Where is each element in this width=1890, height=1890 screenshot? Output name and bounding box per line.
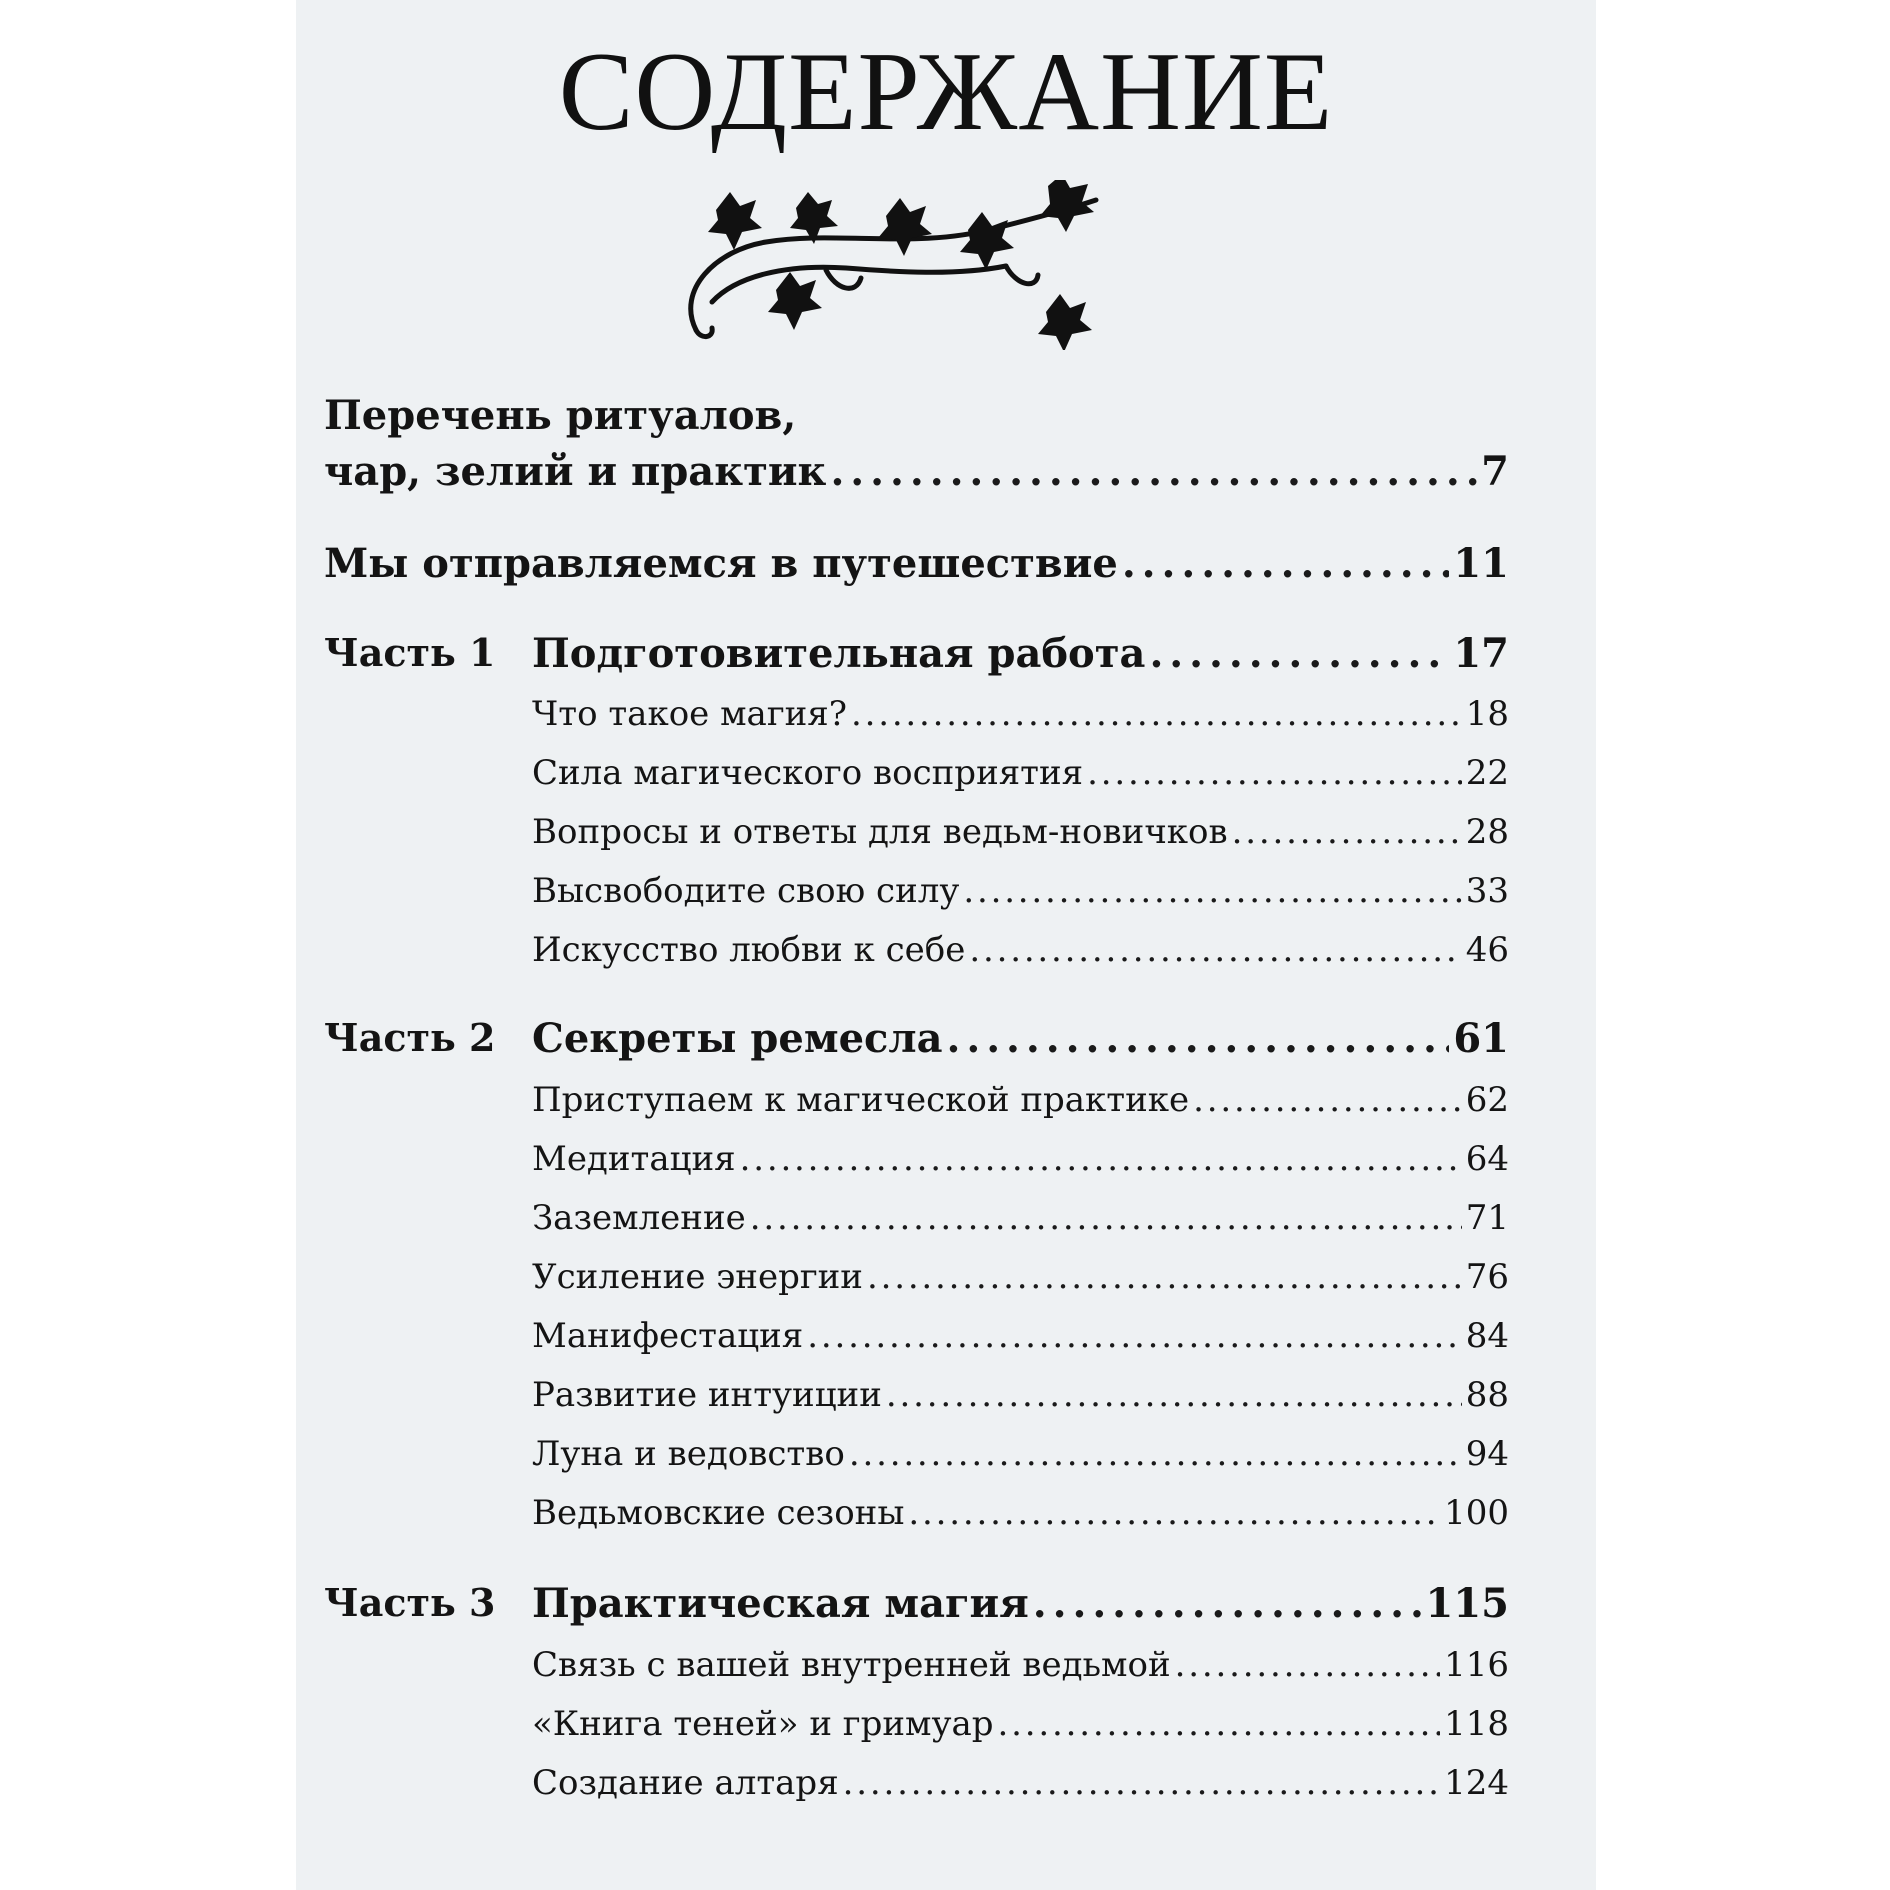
- toc-item[interactable]: [532, 1434, 1509, 1474]
- toc-item-title: Манифестация: [532, 1316, 804, 1356]
- toc-item[interactable]: [532, 1139, 1509, 1179]
- toc-item-title: Усиление энергии: [532, 1257, 863, 1297]
- toc-item-title: Связь с вашей внутренней ведьмой: [532, 1645, 1171, 1685]
- dot-leader: [1149, 630, 1449, 677]
- toc-item-title: Вопросы и ответы для ведьм-новичков: [532, 812, 1228, 852]
- toc-item[interactable]: [532, 1198, 1509, 1238]
- dot-leader: [807, 1316, 1461, 1356]
- toc-part-page: 61: [1453, 1015, 1509, 1062]
- dot-leader: [740, 1139, 1462, 1179]
- toc-entry-title: чар, зелий и практик: [324, 448, 827, 495]
- toc-part-page: 17: [1453, 630, 1509, 677]
- dot-leader: [1232, 812, 1462, 852]
- toc-entry-title: Мы отправляемся в путешествие: [324, 540, 1118, 587]
- toc-part-1[interactable]: [532, 630, 1509, 677]
- toc-item[interactable]: [532, 694, 1509, 734]
- book-page: [296, 0, 1596, 1890]
- dot-leader: [1033, 1580, 1422, 1627]
- toc-item[interactable]: [532, 1645, 1509, 1685]
- toc-item-page: 22: [1465, 753, 1509, 793]
- toc-entry-page: 7: [1481, 448, 1509, 495]
- toc-item-page: 33: [1465, 871, 1509, 911]
- toc-item-title: Развитие интуиции: [532, 1375, 882, 1415]
- ivy-ornament-icon: [676, 180, 1116, 350]
- toc-item-page: 18: [1465, 694, 1509, 734]
- toc-entry-page: 11: [1453, 540, 1509, 587]
- toc-item-title: «Книга теней» и гримуар: [532, 1704, 994, 1744]
- toc-item-page: 118: [1444, 1704, 1509, 1744]
- toc-item-title: Что такое магия?: [532, 694, 847, 734]
- dot-leader: [1175, 1645, 1440, 1685]
- toc-item-page: 124: [1444, 1763, 1509, 1803]
- dot-leader: [998, 1704, 1441, 1744]
- part-label: Часть 2: [324, 1015, 496, 1060]
- dot-leader: [867, 1257, 1462, 1297]
- toc-item[interactable]: [532, 871, 1509, 911]
- dot-leader: [1087, 753, 1462, 793]
- toc-part-2[interactable]: [532, 1015, 1509, 1062]
- page-title: СОДЕРЖАНИЕ: [558, 30, 1334, 154]
- dot-leader: [947, 1015, 1450, 1062]
- toc-item-title: Приступаем к магической практике: [532, 1080, 1190, 1120]
- toc-item[interactable]: [532, 930, 1509, 970]
- dot-leader: [1122, 540, 1450, 587]
- toc-item-title: Заземление: [532, 1198, 746, 1238]
- dot-leader: [851, 694, 1462, 734]
- toc-item[interactable]: [532, 753, 1509, 793]
- toc-item[interactable]: [532, 812, 1509, 852]
- toc-item-title: Медитация: [532, 1139, 736, 1179]
- toc-item-page: 88: [1465, 1375, 1509, 1415]
- toc-item[interactable]: [532, 1080, 1509, 1120]
- dot-leader: [830, 448, 1477, 495]
- toc-entry-rituals[interactable]: [324, 448, 1509, 495]
- dot-leader: [1193, 1080, 1462, 1120]
- toc-item[interactable]: [532, 1375, 1509, 1415]
- part-label: Часть 1: [324, 630, 496, 675]
- toc-item-page: 100: [1444, 1493, 1509, 1533]
- toc-item[interactable]: [532, 1493, 1509, 1533]
- toc-entry-rituals-line1: Перечень ритуалов,: [324, 392, 797, 439]
- toc-item-title: Сила магического восприятия: [532, 753, 1084, 793]
- toc-item-title: Создание алтаря: [532, 1763, 839, 1803]
- toc-item-page: 62: [1465, 1080, 1509, 1120]
- toc-item-page: 28: [1465, 812, 1509, 852]
- dot-leader: [969, 930, 1461, 970]
- toc-item[interactable]: [532, 1763, 1509, 1803]
- toc-item-title: Искусство любви к себе: [532, 930, 966, 970]
- dot-leader: [849, 1434, 1462, 1474]
- dot-leader: [843, 1763, 1440, 1803]
- toc-part-title: Секреты ремесла: [532, 1015, 943, 1062]
- toc-item-title: Высвободите свою силу: [532, 871, 960, 911]
- toc-item-page: 76: [1465, 1257, 1509, 1297]
- toc-part-title: Подготовительная работа: [532, 630, 1146, 677]
- toc-item-page: 64: [1465, 1139, 1509, 1179]
- toc-item-page: 84: [1465, 1316, 1509, 1356]
- toc-part-title: Практическая магия: [532, 1580, 1029, 1627]
- toc-item-page: 94: [1465, 1434, 1509, 1474]
- toc-item-page: 116: [1444, 1645, 1509, 1685]
- toc-item-title: Ведьмовские сезоны: [532, 1493, 905, 1533]
- toc-entry-journey[interactable]: [324, 540, 1509, 587]
- dot-leader: [908, 1493, 1440, 1533]
- toc-item[interactable]: [532, 1704, 1509, 1744]
- toc-item-page: 46: [1465, 930, 1509, 970]
- dot-leader: [750, 1198, 1462, 1238]
- dot-leader: [963, 871, 1461, 911]
- toc-item-title: Луна и ведовство: [532, 1434, 845, 1474]
- dot-leader: [886, 1375, 1462, 1415]
- toc-item-page: 71: [1465, 1198, 1509, 1238]
- toc-part-3[interactable]: [532, 1580, 1509, 1627]
- toc-item[interactable]: [532, 1316, 1509, 1356]
- toc-part-page: 115: [1425, 1580, 1509, 1627]
- part-label: Часть 3: [324, 1580, 496, 1625]
- toc-item[interactable]: [532, 1257, 1509, 1297]
